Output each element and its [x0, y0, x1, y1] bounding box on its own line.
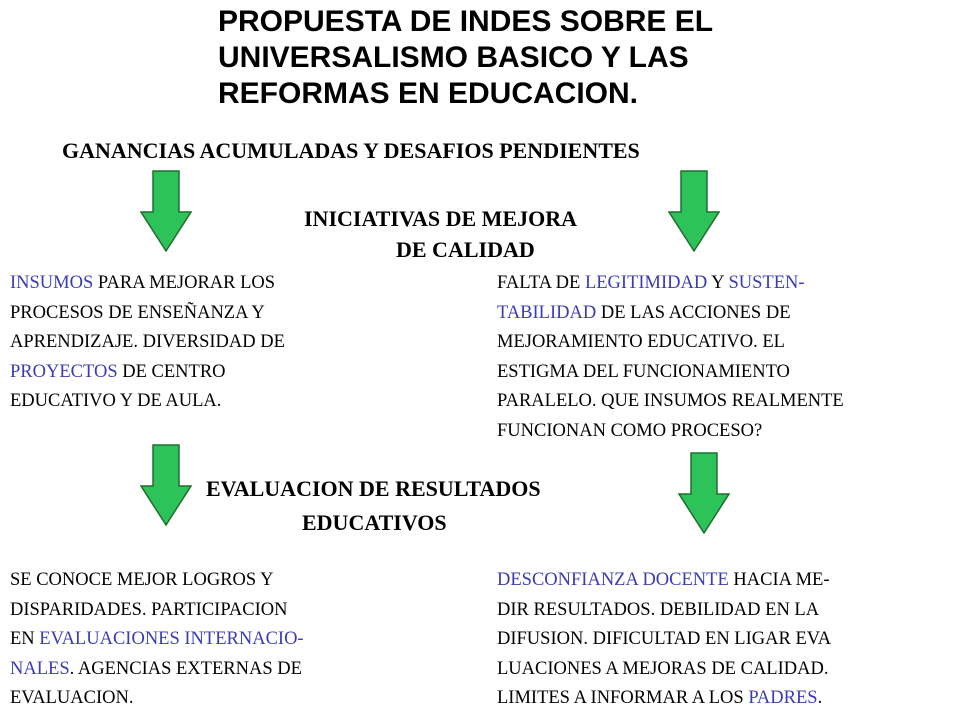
text-line: DISPARIDADES. PARTICIPACION	[10, 599, 288, 620]
text-fragment: DE LAS ACCIONES DE	[596, 302, 791, 323]
text-line: LUACIONES A MEJORAS DE CALIDAD.	[497, 658, 829, 679]
text-line	[10, 358, 285, 388]
highlight-text: INSUMOS	[10, 273, 94, 293]
heading-de-calidad: DE CALIDAD	[396, 237, 535, 262]
text-line	[10, 655, 304, 685]
text-fragment: LIMITES A INFORMAR A LOS	[497, 688, 749, 708]
text-fragment: .	[817, 688, 823, 708]
highlight-text: LEGITIMIDAD	[584, 273, 708, 293]
title-line: UNIVERSALISMO BASICO Y LAS	[218, 41, 689, 74]
title-line: PROPUESTA DE INDES SOBRE EL	[218, 5, 714, 38]
text-line: DIR RESULTADOS. DEBILIDAD EN LA	[497, 599, 820, 620]
text-line: ESTIGMA DEL FUNCIONAMIENTO	[497, 361, 790, 382]
evaluacion-right-text	[497, 566, 831, 714]
title-line: REFORMAS EN EDUCACION.	[218, 77, 639, 110]
text-line: SE CONOCE MEJOR LOGROS Y	[10, 570, 274, 590]
text-line	[10, 625, 304, 655]
text-fragment: FALTA DE	[497, 273, 585, 293]
highlight-text: DESCONFIANZA DOCENTE	[497, 570, 729, 590]
text-line: APRENDIZAJE. DIVERSIDAD DE	[10, 332, 285, 352]
text-line: PROCESOS DE ENSEÑANZA Y	[10, 302, 265, 323]
text-line	[497, 299, 844, 329]
slide-title	[218, 4, 918, 112]
highlight-text: PROYECTOS	[10, 361, 118, 382]
heading-iniciativas: INICIATIVAS DE MEJORA	[304, 206, 578, 231]
text-fragment: DE CENTRO	[117, 361, 226, 382]
highlight-text: EVALUACIONES INTERNACIO-	[39, 629, 304, 649]
heading-educativos: EDUCATIVOS	[302, 510, 447, 535]
down-arrow-icon	[140, 444, 192, 526]
text-fragment: HACIA ME-	[728, 570, 830, 590]
heading-ganancias: GANANCIAS ACUMULADAS Y DESAFIOS PENDIENTES	[62, 138, 640, 163]
text-line: MEJORAMIENTO EDUCATIVO. EL	[497, 332, 785, 352]
highlight-text: SUSTEN-	[728, 273, 805, 293]
text-line	[497, 566, 831, 596]
text-line: FUNCIONAN COMO PROCESO?	[497, 420, 763, 441]
text-line: EDUCATIVO Y DE AULA.	[10, 391, 222, 411]
down-arrow-icon	[668, 170, 720, 252]
highlight-text: NALES	[10, 658, 70, 679]
insumos-right-text	[497, 269, 844, 446]
text-fragment: Y	[707, 273, 729, 293]
highlight-text: PADRES	[748, 688, 818, 708]
down-arrow-icon	[140, 170, 192, 252]
text-line: EVALUACION.	[10, 688, 134, 708]
evaluacion-left-text	[10, 566, 304, 714]
text-line: PARALELO. QUE INSUMOS REALMENTE	[497, 391, 844, 411]
text-fragment: PARA MEJORAR LOS	[93, 273, 276, 293]
text-line	[10, 269, 285, 299]
heading-evaluacion: EVALUACION DE RESULTADOS	[206, 476, 541, 501]
down-arrow-icon	[678, 452, 730, 534]
text-fragment: EN	[10, 629, 40, 649]
highlight-text: TABILIDAD	[497, 302, 597, 323]
text-line: DIFUSION. DIFICULTAD EN LIGAR EVA	[497, 629, 832, 649]
insumos-left-text	[10, 269, 285, 417]
text-fragment: . AGENCIAS EXTERNAS DE	[69, 658, 302, 679]
text-line	[497, 269, 844, 299]
text-line	[497, 684, 831, 714]
